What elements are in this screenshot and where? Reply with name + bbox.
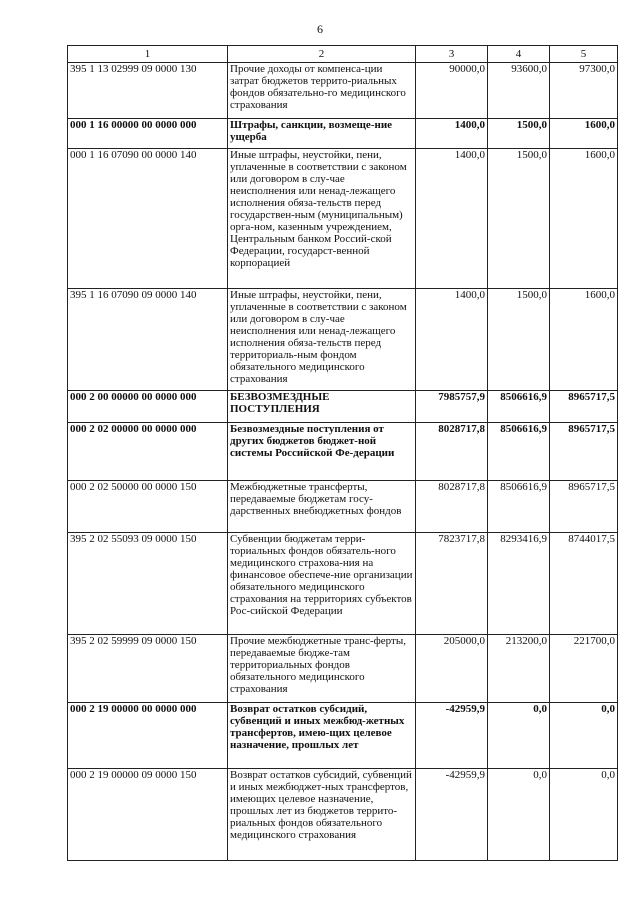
amount-year-2-cell: 8506616,9: [488, 423, 550, 481]
amount-year-2-cell: 0,0: [488, 769, 550, 861]
budget-code-cell: 000 2 02 00000 00 0000 000: [68, 423, 228, 481]
budget-code-cell: 000 1 16 00000 00 0000 000: [68, 119, 228, 149]
amount-year-1-cell: -42959,9: [416, 769, 488, 861]
amount-year-1-cell: 8028717,8: [416, 481, 488, 533]
budget-code-cell: 395 2 02 55093 09 0000 150: [68, 533, 228, 635]
amount-year-2-cell: 8293416,9: [488, 533, 550, 635]
table-row: [68, 769, 618, 861]
item-name-cell: Возврат остатков субсидий, субвенций и иных межбюд-жетных трансфертов, имею-щих целевое назначение, прошлых лет: [228, 703, 416, 769]
column-header-year-1: 3: [416, 46, 488, 63]
table-row: [68, 391, 618, 423]
table-row: [68, 149, 618, 289]
amount-year-1-cell: 1400,0: [416, 149, 488, 289]
item-name-cell: Субвенции бюджетам терри-ториальных фондов обязатель-ного медицинского страхова-ния на финансовое обеспече-ние организации обязательного медицинского страхования на территориях субъектов Рос-сийской Федерации: [228, 533, 416, 635]
amount-year-1-cell: 1400,0: [416, 119, 488, 149]
column-header-code: 1: [68, 46, 228, 63]
amount-year-1-cell: 90000,0: [416, 63, 488, 119]
amount-year-3-cell: 8965717,5: [550, 481, 618, 533]
amount-year-3-cell: 1600,0: [550, 289, 618, 391]
amount-year-1-cell: 7823717,8: [416, 533, 488, 635]
amount-year-2-cell: 8506616,9: [488, 391, 550, 423]
item-name-cell: Межбюджетные трансферты, передаваемые бюджетам госу-дарственных внебюджетных фондов: [228, 481, 416, 533]
table-row: [68, 63, 618, 119]
item-name-cell: Иные штрафы, неустойки, пени, уплаченные в соответствии с законом или договором в слу-чае неисполнения или ненад-лежащего исполнения обяза-тельств перед территориаль-ным фондом обязательного медицинского страхования: [228, 289, 416, 391]
amount-year-1-cell: 7985757,9: [416, 391, 488, 423]
table-row: [68, 289, 618, 391]
amount-year-2-cell: 8506616,9: [488, 481, 550, 533]
amount-year-2-cell: 1500,0: [488, 119, 550, 149]
amount-year-3-cell: 221700,0: [550, 635, 618, 703]
item-name-cell: Безвозмездные поступления от других бюджетов бюджет-ной системы Российской Фе-дерации: [228, 423, 416, 481]
budget-revenue-table: [67, 45, 618, 861]
amount-year-1-cell: 1400,0: [416, 289, 488, 391]
item-name-cell: Иные штрафы, неустойки, пени, уплаченные в соответствии с законом или договором в слу-чае неисполнения или ненад-лежащего исполнения обяза-тельств перед государствен-ным (муниципальным) орга-ном, казенным учреждением, Центральным банком Россий-ской Федерации, государст-венной корпорацией: [228, 149, 416, 289]
budget-code-cell: 000 2 19 00000 00 0000 000: [68, 703, 228, 769]
column-header-year-3: 5: [550, 46, 618, 63]
column-header-name: 2: [228, 46, 416, 63]
amount-year-3-cell: 0,0: [550, 769, 618, 861]
item-name-cell: Возврат остатков субсидий, субвенций и иных межбюджет-ных трансфертов, имеющих целевое назначение, прошлых лет из бюджетов террито-риальных фондов обязательного медицинского страхования: [228, 769, 416, 861]
budget-code-cell: 000 1 16 07090 00 0000 140: [68, 149, 228, 289]
amount-year-1-cell: 8028717,8: [416, 423, 488, 481]
amount-year-3-cell: 8965717,5: [550, 391, 618, 423]
item-name-cell: БЕЗВОЗМЕЗДНЫЕ ПОСТУПЛЕНИЯ: [228, 391, 416, 423]
amount-year-3-cell: 97300,0: [550, 63, 618, 119]
table-row: [68, 703, 618, 769]
page-number: 6: [317, 22, 323, 36]
item-name-cell: Штрафы, санкции, возмеще-ние ущерба: [228, 119, 416, 149]
budget-code-cell: 395 2 02 59999 09 0000 150: [68, 635, 228, 703]
amount-year-1-cell: 205000,0: [416, 635, 488, 703]
table-row: [68, 635, 618, 703]
table-row: [68, 533, 618, 635]
amount-year-3-cell: 8744017,5: [550, 533, 618, 635]
table-row: [68, 481, 618, 533]
amount-year-3-cell: 1600,0: [550, 149, 618, 289]
budget-code-cell: 395 1 13 02999 09 0000 130: [68, 63, 228, 119]
item-name-cell: Прочие межбюджетные транс-ферты, передаваемые бюдже-там территориальных фондов обязательного медицинского страхования: [228, 635, 416, 703]
amount-year-2-cell: 93600,0: [488, 63, 550, 119]
table-row: [68, 423, 618, 481]
budget-code-cell: 000 2 19 00000 09 0000 150: [68, 769, 228, 861]
amount-year-2-cell: 0,0: [488, 703, 550, 769]
column-header-year-2: 4: [488, 46, 550, 63]
budget-code-cell: 000 2 02 50000 00 0000 150: [68, 481, 228, 533]
amount-year-2-cell: 1500,0: [488, 289, 550, 391]
budget-code-cell: 000 2 00 00000 00 0000 000: [68, 391, 228, 423]
item-name-cell: Прочие доходы от компенса-ции затрат бюджетов террито-риальных фондов обязательно-го медицинского страхования: [228, 63, 416, 119]
amount-year-3-cell: 1600,0: [550, 119, 618, 149]
amount-year-1-cell: -42959,9: [416, 703, 488, 769]
amount-year-2-cell: 1500,0: [488, 149, 550, 289]
table-header-row: [68, 46, 618, 63]
amount-year-3-cell: 0,0: [550, 703, 618, 769]
amount-year-3-cell: 8965717,5: [550, 423, 618, 481]
table-row: [68, 119, 618, 149]
amount-year-2-cell: 213200,0: [488, 635, 550, 703]
budget-code-cell: 395 1 16 07090 09 0000 140: [68, 289, 228, 391]
